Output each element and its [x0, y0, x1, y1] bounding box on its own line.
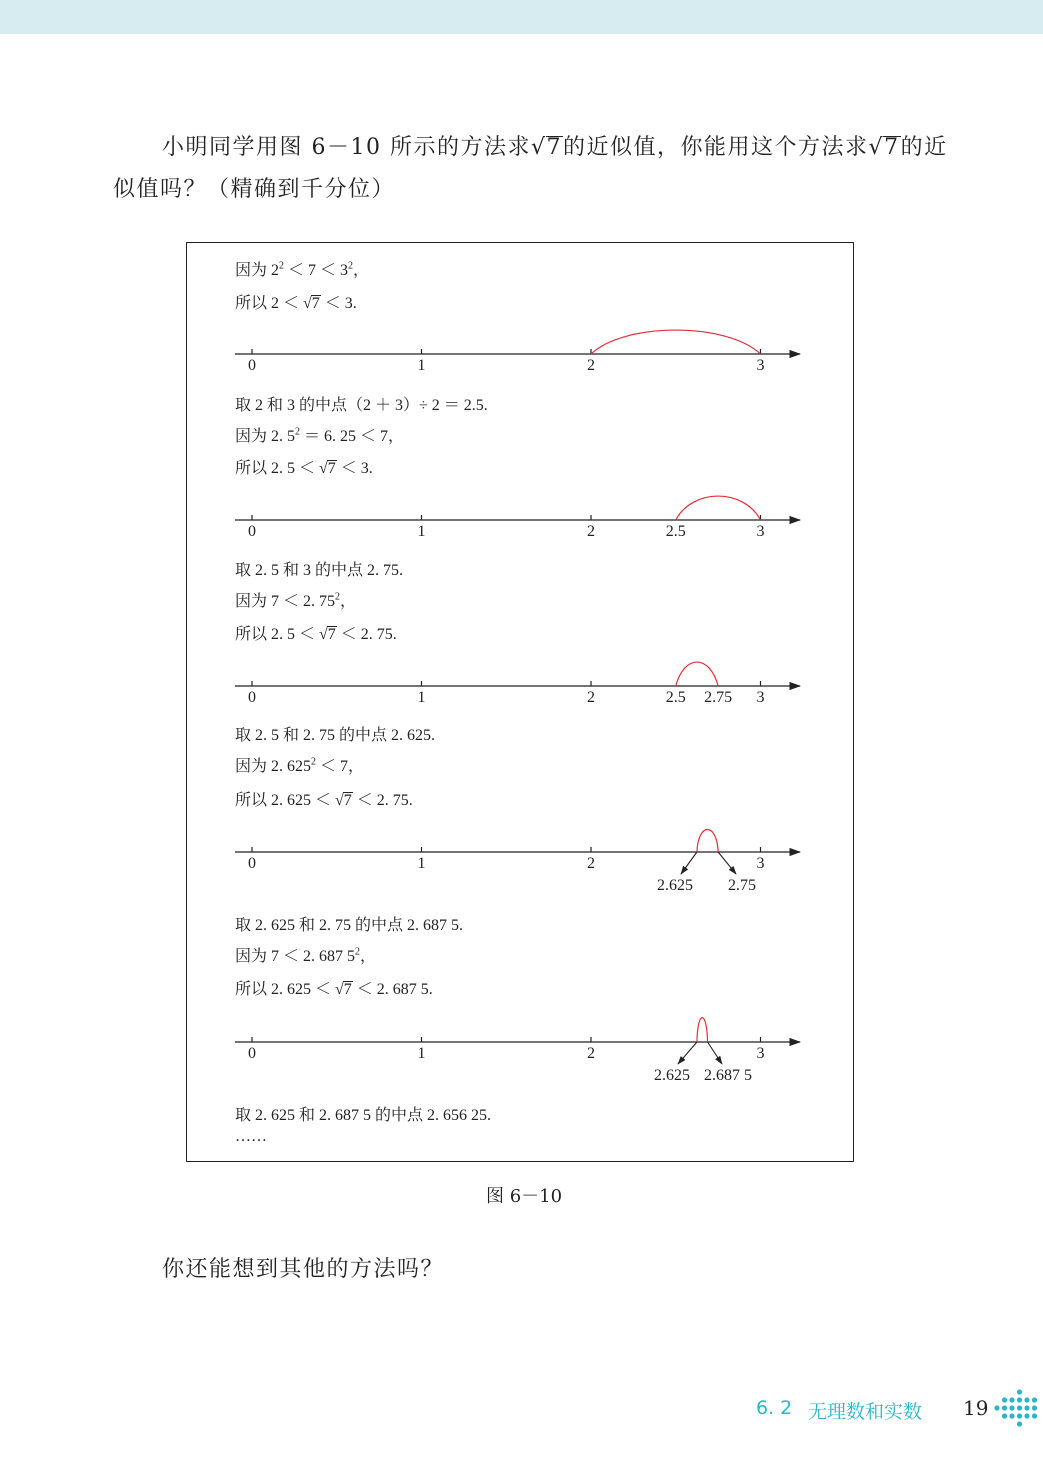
pointer-arrow: [718, 852, 736, 874]
logo-dot: [1009, 1413, 1014, 1418]
footer-section-number: 6. 2: [756, 1397, 793, 1419]
interval-arc: [676, 662, 718, 686]
logo-dot: [1017, 1405, 1022, 1410]
tick-label: 3: [756, 689, 765, 706]
tick-label: 0: [248, 689, 256, 706]
logo-dot: [1032, 1405, 1037, 1410]
logo-dot: [1009, 1397, 1014, 1402]
step-4a: 取 2. 5 和 2. 75 的中点 2. 625.: [235, 727, 436, 744]
logo-dot: [1017, 1397, 1022, 1402]
intro-line-2: 似值吗？（精确到千分位）: [113, 177, 396, 202]
point-label: 2.75: [704, 689, 733, 706]
tick-label: 3: [756, 523, 765, 540]
interval-arc: [676, 496, 761, 520]
step-6b: ……: [235, 1128, 267, 1145]
logo-dot: [1017, 1413, 1022, 1418]
number-line-3: [235, 662, 800, 706]
step-1b: 所以 2 ＜ √7 ＜ 3.: [235, 295, 357, 312]
tick-label: 1: [417, 855, 426, 872]
step-2a: 取 2 和 3 的中点（2 ＋ 3）÷ 2 ＝ 2.5.: [235, 397, 488, 414]
intro-line-1: 小明同学用图 6－10 所示的方法求√7的近似值，你能用这个方法求√7的近: [162, 135, 948, 160]
logo-dot: [1032, 1397, 1037, 1402]
tick-label: 2: [587, 1045, 595, 1062]
logo-dot: [1024, 1405, 1029, 1410]
logo-dot: [1017, 1421, 1022, 1426]
logo-dot: [1024, 1413, 1029, 1418]
pointer-arrow: [708, 1042, 722, 1064]
step-3a: 取 2. 5 和 3 的中点 2. 75.: [235, 562, 404, 579]
point-label: 2.625: [657, 877, 693, 894]
page-number: 19: [963, 1396, 989, 1420]
tick-label: 2: [587, 357, 595, 374]
step-5c: 所以 2. 625 ＜ √7 ＜ 2. 687 5.: [235, 981, 433, 998]
number-line-5: [235, 1018, 800, 1084]
logo-dot: [994, 1405, 999, 1410]
point-label: 2.5: [665, 689, 686, 706]
tick-label: 2: [587, 689, 595, 706]
tick-label: 3: [756, 1045, 765, 1062]
tick-label: 2: [587, 523, 595, 540]
logo-dot: [1002, 1397, 1007, 1402]
logo-dot: [1032, 1413, 1037, 1418]
tick-label: 0: [248, 1045, 256, 1062]
number-line-2: [235, 496, 800, 540]
step-4c: 所以 2. 625 ＜ √7 ＜ 2. 75.: [235, 792, 413, 809]
interval-arc: [697, 830, 718, 853]
tick-label: 3: [756, 357, 765, 374]
logo-dot: [1002, 1405, 1007, 1410]
interval-arc: [591, 330, 761, 354]
footer-section-title: 无理数和实数: [808, 1401, 923, 1423]
point-label: 2.625: [654, 1067, 690, 1084]
tick-label: 1: [417, 357, 426, 374]
logo-dot: [1009, 1405, 1014, 1410]
tick-label: 1: [417, 1045, 426, 1062]
figure-caption: 图 6－10: [486, 1186, 563, 1207]
tick-label: 0: [248, 523, 256, 540]
step-5b: 因为 7 ＜ 2. 687 $5^2$，: [235, 946, 377, 965]
logo-dot: [1017, 1389, 1022, 1394]
pointer-arrow: [678, 1042, 697, 1064]
step-3b: 因为 7 ＜ 2. $75^2$，: [235, 591, 357, 610]
tick-label: 0: [248, 855, 256, 872]
tick-label: 1: [417, 689, 426, 706]
point-label: 2.5: [665, 523, 686, 540]
logo-dot: [1002, 1413, 1007, 1418]
step-5a: 取 2. 625 和 2. 75 的中点 2. 687 5.: [235, 917, 464, 934]
pointer-arrow: [681, 852, 697, 874]
tick-label: 3: [756, 855, 765, 872]
interval-arc: [697, 1018, 708, 1042]
tick-label: 2: [587, 855, 595, 872]
point-label: 2.75: [728, 877, 756, 894]
step-1a: 因为 $2^2 < 7 < 3^2$，: [235, 260, 370, 279]
step-3c: 所以 2. 5 ＜ √7 ＜ 2. 75.: [235, 626, 397, 643]
logo-dot: [1024, 1397, 1029, 1402]
follow-up-question: 你还能想到其他的方法吗？: [162, 1257, 445, 1282]
step-4b: 因为 2. $625^2 < 7$，: [235, 756, 365, 775]
dot-pattern-logo: [992, 1386, 1042, 1436]
tick-label: 0: [248, 357, 256, 374]
step-2b: 因为 2. $5^2 = 6$. 25 ＜ 7，: [235, 426, 405, 445]
number-line-1: [235, 330, 800, 374]
point-label: 2.687 5: [704, 1067, 752, 1084]
step-2c: 所以 2. 5 ＜ √7 ＜ 3.: [235, 460, 373, 477]
number-line-4: [235, 830, 800, 895]
tick-label: 1: [417, 523, 426, 540]
step-6a: 取 2. 625 和 2. 687 5 的中点 2. 656 25.: [235, 1107, 492, 1124]
